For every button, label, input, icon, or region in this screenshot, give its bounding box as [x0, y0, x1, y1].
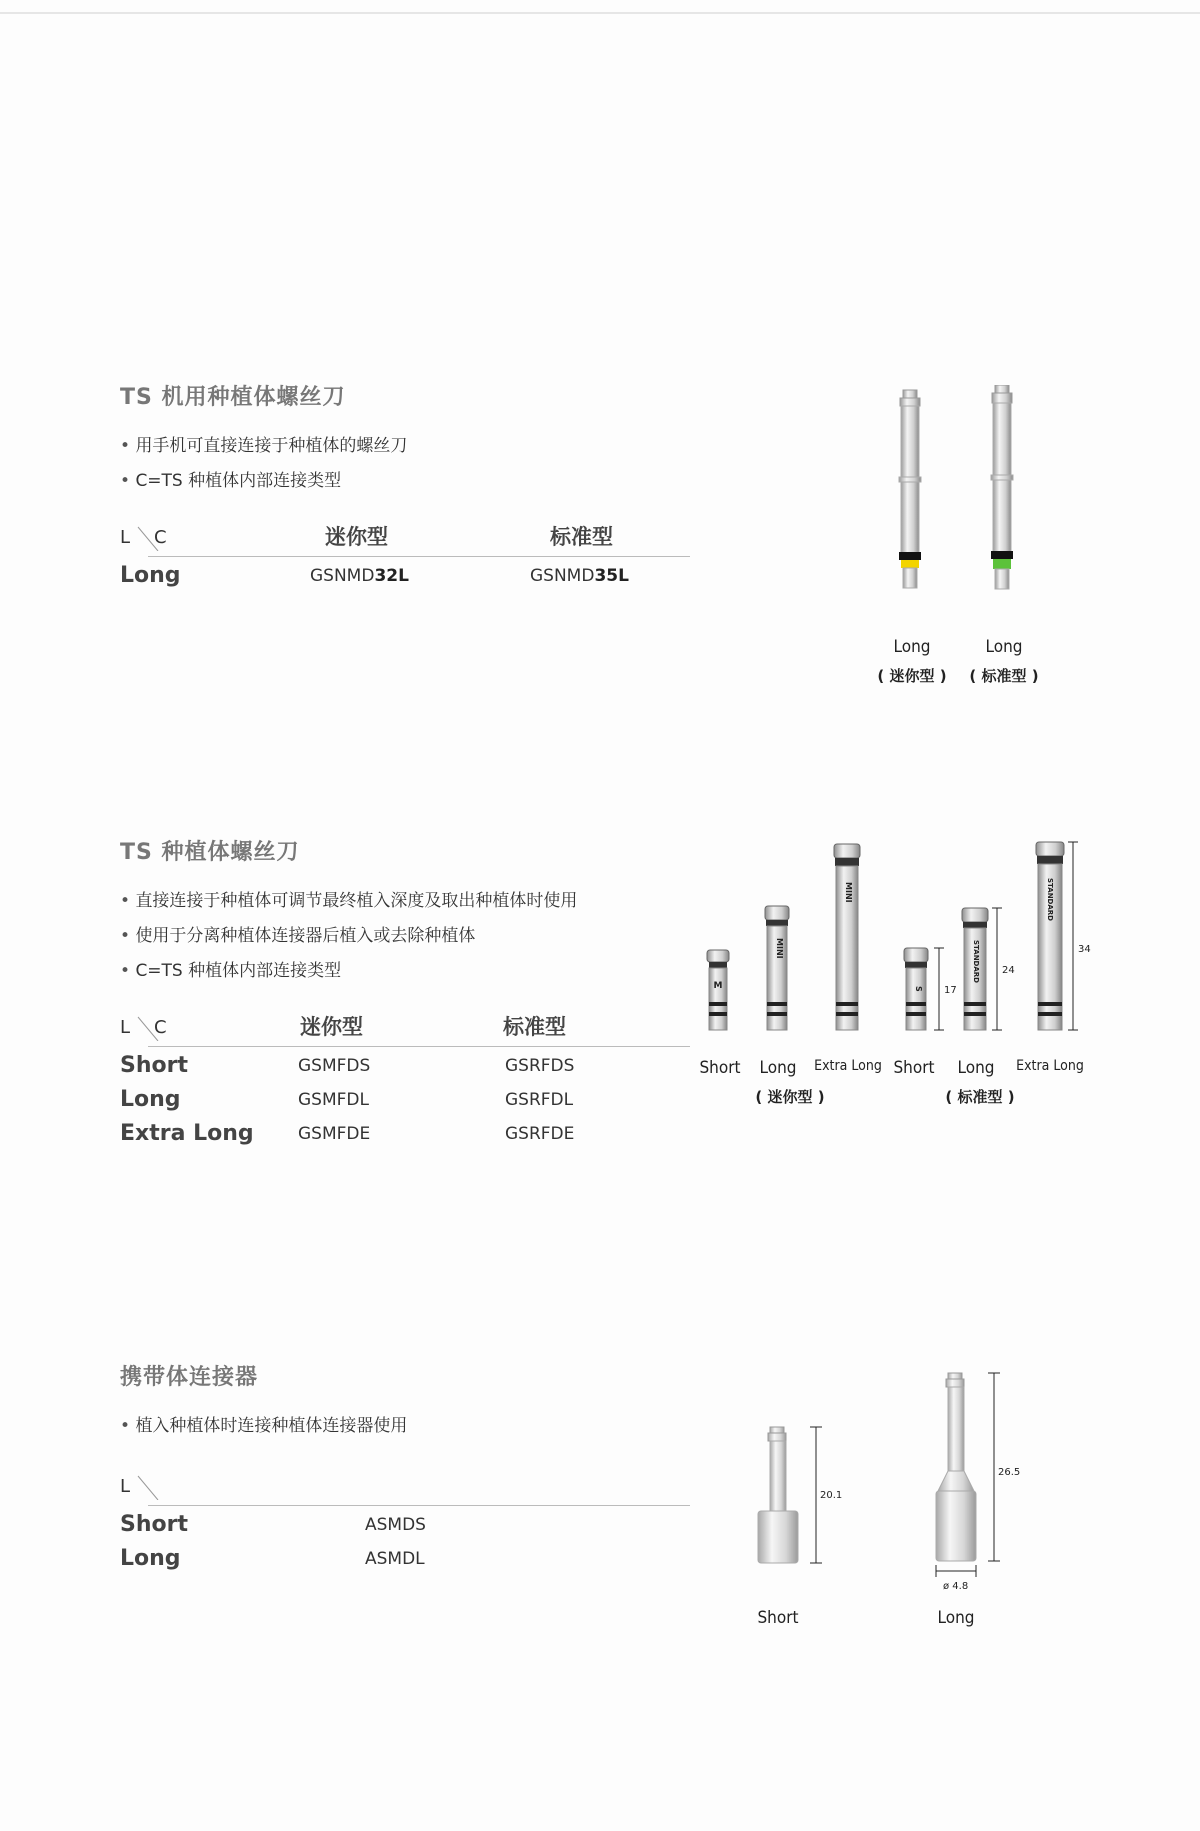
screwdriver-standard — [991, 385, 1013, 589]
table-row — [120, 1115, 690, 1149]
diagonal-divider — [132, 521, 164, 551]
caption-standard-extra-long: Extra Long — [1016, 1058, 1084, 1074]
table-row — [120, 1047, 690, 1081]
dimension-label: 26.5 — [998, 1467, 1021, 1478]
code-standard: GSRFDL — [505, 1090, 574, 1110]
bullet-item: • C=TS 种植体内部连接类型 — [120, 954, 690, 989]
caption-standard-short: Short — [893, 1058, 935, 1078]
code: ASMDS — [365, 1515, 426, 1535]
shaft-label: STANDARD — [1046, 878, 1054, 921]
code-mini: GSMFDL — [298, 1090, 369, 1110]
caption-standard-long: Long — [957, 1058, 995, 1078]
row-label: Long — [120, 1546, 181, 1571]
table-row — [120, 1081, 690, 1115]
carrier-connector-illustration — [740, 1365, 1040, 1595]
shaft-label: MINI — [844, 882, 853, 903]
row-label: Long — [120, 563, 181, 588]
group-caption-standard: ( 标准型 ) — [945, 1088, 1015, 1106]
caption-mini-long: Long — [759, 1058, 797, 1078]
c-label: C — [154, 527, 167, 548]
dimension-label: 20.1 — [820, 1490, 843, 1501]
l-label: L — [120, 1476, 131, 1497]
column-header-standard: 标准型 — [503, 1015, 566, 1039]
caption-long: Long — [937, 1608, 975, 1628]
top-rule — [0, 12, 1200, 14]
implant-screwdriver-illustration — [700, 830, 1100, 1060]
c-label: C — [154, 1017, 167, 1038]
connector-long — [936, 1373, 1020, 1592]
bullet-list — [120, 1409, 690, 1444]
code-suffix: 35L — [594, 566, 629, 586]
code-mini: GSMFDE — [298, 1124, 371, 1144]
dimension-label: 34 — [1078, 944, 1091, 955]
screwdriver-standard-short — [904, 948, 944, 1030]
column-header-mini: 迷你型 — [325, 525, 388, 549]
section-title: TS 种植体螺丝刀 — [120, 840, 300, 865]
table-header — [120, 1466, 690, 1506]
code-mini: GSMFDS — [298, 1056, 371, 1076]
caption-long-standard: Long — [985, 637, 1023, 657]
code-standard: GSRFDE — [505, 1124, 575, 1144]
dimension-label: 24 — [1002, 965, 1015, 976]
dimension-label: 17 — [944, 985, 957, 996]
shaft-label: STANDARD — [972, 940, 980, 983]
section-title: 携带体连接器 — [120, 1365, 259, 1390]
caption-long-mini: Long — [893, 637, 931, 657]
figure-implant-screwdrivers — [700, 830, 1100, 1130]
machine-screwdriver-illustration — [860, 385, 1060, 625]
section-carrier-connector — [120, 1360, 690, 1574]
dimension-label: ø 4.8 — [943, 1581, 969, 1592]
section-implant-screwdriver — [120, 835, 690, 1149]
caption-mini-extra-long: Extra Long — [814, 1058, 882, 1074]
diagonal-divider — [132, 1470, 164, 1500]
l-label: L — [120, 1017, 131, 1038]
code-prefix: GSNMD — [310, 566, 375, 586]
figure-carrier-connectors — [740, 1365, 1040, 1635]
shaft-label: M — [713, 981, 723, 991]
table-row — [120, 1506, 690, 1540]
code-standard: GSRFDS — [505, 1056, 575, 1076]
screwdriver-mini — [899, 390, 921, 588]
code-mini — [310, 566, 409, 586]
figure-machine-screwdrivers — [860, 385, 1060, 685]
l-label: L — [120, 527, 131, 548]
row-label: Short — [120, 1512, 188, 1537]
lc-label — [120, 1476, 130, 1497]
screwdriver-mini-long — [765, 906, 789, 1030]
row-label: Long — [120, 1087, 181, 1112]
bullet-item: • 用手机可直接连接于种植体的螺丝刀 — [120, 429, 690, 464]
code: ASMDL — [365, 1549, 425, 1569]
shaft-label: MINI — [775, 938, 784, 959]
column-header-standard: 标准型 — [550, 525, 613, 549]
code-prefix: GSNMD — [530, 566, 595, 586]
bullet-list — [120, 429, 690, 499]
bullet-item: • C=TS 种植体内部连接类型 — [120, 464, 690, 499]
diagonal-divider — [132, 1011, 164, 1041]
table-row — [120, 557, 690, 591]
connector-short — [758, 1427, 842, 1563]
group-caption-mini: ( 迷你型 ) — [755, 1088, 825, 1106]
shaft-label: S — [914, 986, 923, 992]
spec-table — [120, 1466, 690, 1574]
bullet-item: • 使用于分离种植体连接器后植入或去除种植体 — [120, 919, 690, 954]
section-title: TS 机用种植体螺丝刀 — [120, 385, 346, 410]
screwdriver-mini-short — [707, 950, 729, 1030]
bullet-item: • 直接连接于种植体可调节最终植入深度及取出种植体时使用 — [120, 884, 690, 919]
subcaption-mini: ( 迷你型 ) — [877, 667, 947, 685]
screwdriver-mini-extra-long — [834, 844, 860, 1030]
column-header-mini: 迷你型 — [300, 1015, 363, 1039]
screwdriver-standard-extra-long — [1036, 842, 1078, 1030]
code-standard — [530, 566, 629, 586]
bullet-list — [120, 884, 690, 989]
spec-table — [120, 517, 690, 591]
section-machine-screwdriver — [120, 380, 690, 591]
table-header — [120, 517, 690, 557]
bullet-item: • 植入种植体时连接种植体连接器使用 — [120, 1409, 690, 1444]
screwdriver-standard-long — [962, 908, 1002, 1030]
caption-short: Short — [757, 1608, 799, 1628]
subcaption-standard: ( 标准型 ) — [969, 667, 1039, 685]
caption-mini-short: Short — [699, 1058, 741, 1078]
code-suffix: 32L — [374, 566, 409, 586]
table-header — [120, 1007, 690, 1047]
spec-table — [120, 1007, 690, 1149]
row-label: Extra Long — [120, 1121, 254, 1146]
row-label: Short — [120, 1053, 188, 1078]
table-row — [120, 1540, 690, 1574]
